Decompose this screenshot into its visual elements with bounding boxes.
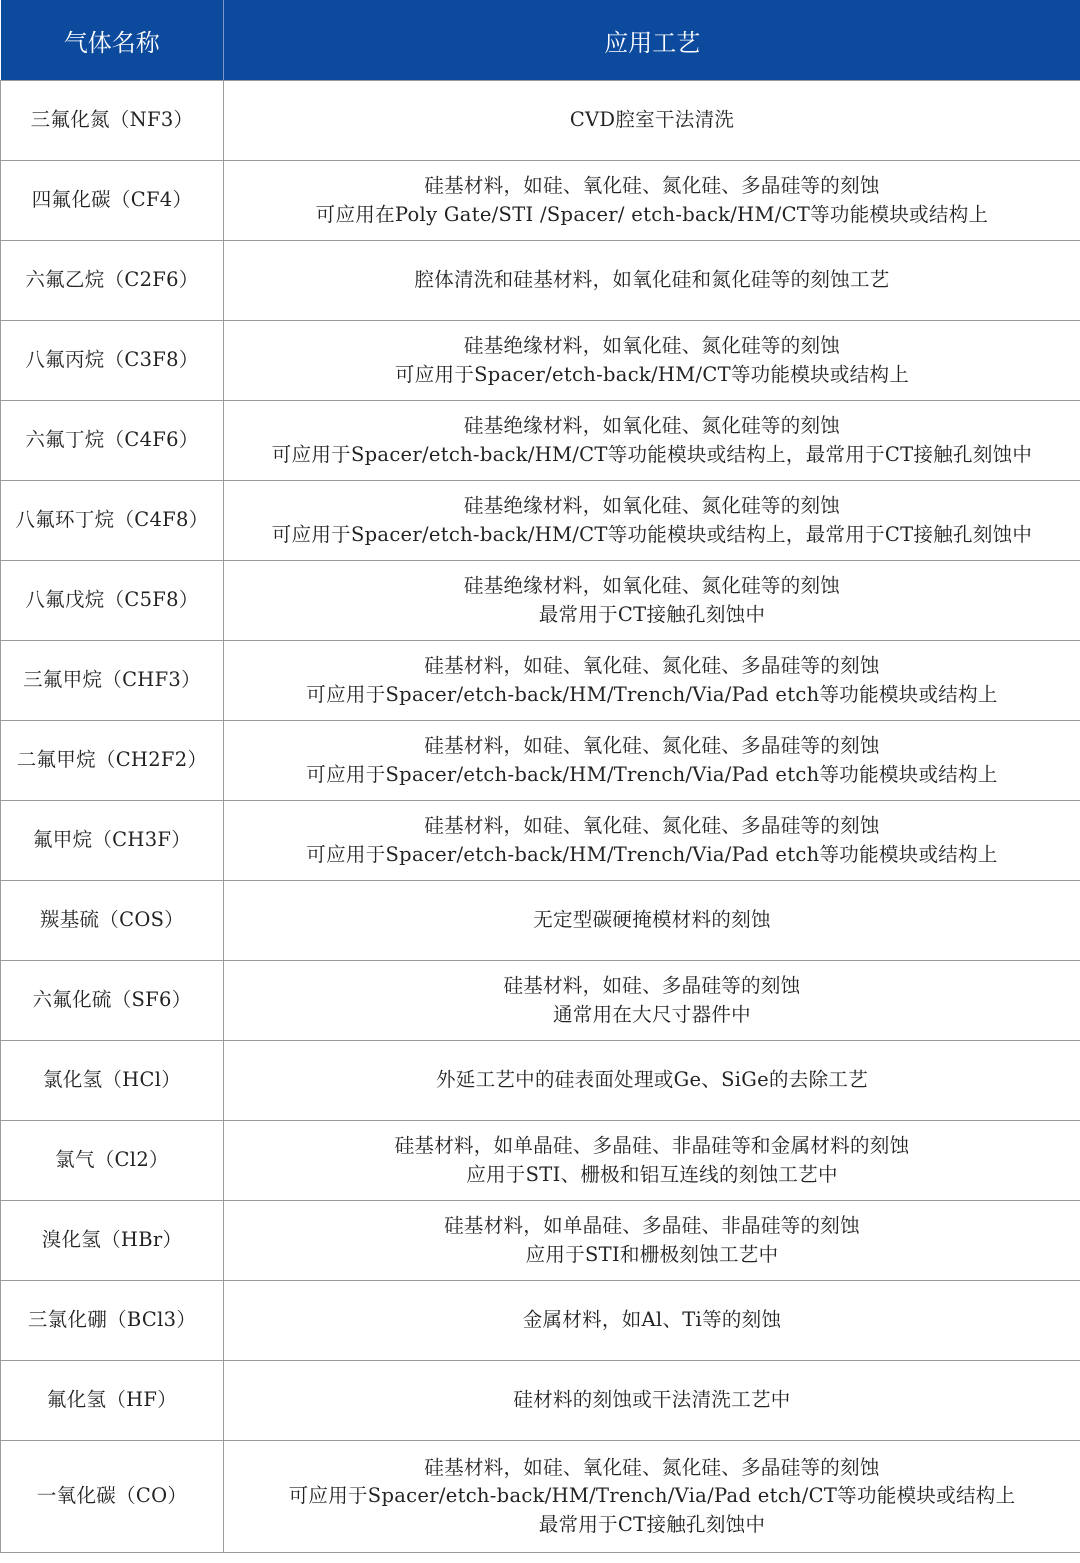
table-row: [1, 561, 1080, 641]
application-line: 最常用于CT接触孔刻蚀中: [538, 1512, 766, 1536]
application-cell: [224, 641, 1080, 721]
gas-name-cell: 氯化氢（HCl）: [1, 1041, 224, 1121]
gas-name-cell: 三氟化氮（NF3）: [1, 81, 224, 161]
table-row: [1, 241, 1080, 321]
table-row: [1, 641, 1080, 721]
application-cell: [224, 1441, 1080, 1553]
gas-name-cell: 三氟甲烷（CHF3）: [1, 641, 224, 721]
application-line: 可应用于Spacer/etch-back/HM/CT等功能模块或结构上，最常用于CT接触孔刻蚀中: [271, 522, 1033, 546]
table-row: [1, 1201, 1080, 1281]
application-cell: [224, 81, 1080, 161]
application-line: 硅基绝缘材料，如氧化硅、氮化硅等的刻蚀: [463, 574, 841, 597]
application-line: 硅基材料，如硅、氧化硅、氮化硅、多晶硅等的刻蚀: [424, 734, 880, 757]
application-line: 腔体清洗和硅基材料，如氧化硅和氮化硅等的刻蚀工艺: [414, 268, 890, 292]
application-line: 最常用于CT接触孔刻蚀中: [538, 602, 766, 626]
application-cell: [224, 881, 1080, 961]
header-row: [1, 0, 1080, 81]
table-row: [1, 481, 1080, 561]
application-line: 硅基材料，如硅、多晶硅等的刻蚀: [503, 974, 801, 997]
gas-name-cell: 二氟甲烷（CH2F2）: [1, 721, 224, 801]
table-row: [1, 1121, 1080, 1201]
application-line: 硅基材料，如硅、氧化硅、氮化硅、多晶硅等的刻蚀: [424, 654, 880, 677]
gas-name-cell: 氟化氢（HF）: [1, 1361, 224, 1441]
application-cell: [224, 1361, 1080, 1441]
gas-name-cell: 六氟丁烷（C4F6）: [1, 401, 224, 481]
application-line: 金属材料，如Al、Ti等的刻蚀: [522, 1308, 782, 1332]
gas-name-cell: 三氯化硼（BCl3）: [1, 1281, 224, 1361]
application-cell: [224, 1121, 1080, 1201]
application-line: 硅基绝缘材料，如氧化硅、氮化硅等的刻蚀: [463, 494, 841, 517]
gas-name-cell: 四氟化碳（CF4）: [1, 161, 224, 241]
table-header: [1, 0, 1080, 81]
application-cell: [224, 401, 1080, 481]
application-cell: [224, 561, 1080, 641]
gas-name-cell: 羰基硫（COS）: [1, 881, 224, 961]
application-line: 可应用于Spacer/etch-back/HM/CT等功能模块或结构上，最常用于CT接触孔刻蚀中: [271, 442, 1033, 466]
application-line: 可应用在Poly Gate/STI /Spacer/ etch-back/HM/CT等功能模块或结构上: [315, 202, 989, 226]
gas-name-cell: 八氟环丁烷（C4F8）: [1, 481, 224, 561]
application-line: 硅材料的刻蚀或干法清洗工艺中: [513, 1388, 791, 1412]
application-cell: [224, 241, 1080, 321]
application-cell: [224, 961, 1080, 1041]
gas-name-cell: 氟甲烷（CH3F）: [1, 801, 224, 881]
application-line: 可应用于Spacer/etch-back/HM/CT等功能模块或结构上: [394, 362, 910, 386]
application-line: 无定型碳硬掩模材料的刻蚀: [533, 908, 771, 932]
application-line: 可应用于Spacer/etch-back/HM/Trench/Via/Pad etch/CT等功能模块或结构上: [288, 1484, 1016, 1508]
application-line: CVD腔室干法清洗: [569, 108, 735, 132]
application-cell: [224, 1201, 1080, 1281]
table-row: [1, 401, 1080, 481]
application-cell: [224, 1281, 1080, 1361]
application-line: 硅基材料，如硅、氧化硅、氮化硅、多晶硅等的刻蚀: [424, 814, 880, 837]
table-row: [1, 801, 1080, 881]
application-line: 硅基材料，如单晶硅、多晶硅、非晶硅等和金属材料的刻蚀: [394, 1134, 910, 1157]
gas-name-cell: 八氟戊烷（C5F8）: [1, 561, 224, 641]
table-row: [1, 961, 1080, 1041]
table-row: [1, 81, 1080, 161]
gas-name-cell: 溴化氢（HBr）: [1, 1201, 224, 1281]
gas-name-cell: 六氟乙烷（C2F6）: [1, 241, 224, 321]
application-line: 硅基材料，如单晶硅、多晶硅、非晶硅等的刻蚀: [444, 1214, 860, 1237]
application-line: 应用于STI和栅极刻蚀工艺中: [525, 1242, 779, 1266]
application-cell: [224, 481, 1080, 561]
header-gas-name: 气体名称: [1, 0, 224, 81]
table-row: [1, 1041, 1080, 1121]
application-line: 可应用于Spacer/etch-back/HM/Trench/Via/Pad etch等功能模块或结构上: [306, 842, 998, 866]
gas-name-cell: 八氟丙烷（C3F8）: [1, 321, 224, 401]
table-row: [1, 881, 1080, 961]
table-row: [1, 161, 1080, 241]
application-line: 通常用在大尺寸器件中: [552, 1002, 751, 1026]
application-cell: [224, 1041, 1080, 1121]
table-row: [1, 721, 1080, 801]
table-row: [1, 321, 1080, 401]
gas-name-cell: 六氟化硫（SF6）: [1, 961, 224, 1041]
application-line: 可应用于Spacer/etch-back/HM/Trench/Via/Pad etch等功能模块或结构上: [306, 682, 998, 706]
gas-name-cell: 氯气（Cl2）: [1, 1121, 224, 1201]
application-line: 硅基绝缘材料，如氧化硅、氮化硅等的刻蚀: [463, 334, 841, 357]
header-application: 应用工艺: [224, 0, 1080, 81]
application-line: 硅基绝缘材料，如氧化硅、氮化硅等的刻蚀: [463, 414, 841, 437]
application-line: 可应用于Spacer/etch-back/HM/Trench/Via/Pad etch等功能模块或结构上: [306, 762, 998, 786]
table-row: [1, 1281, 1080, 1361]
table-row: [1, 1441, 1080, 1553]
application-cell: [224, 801, 1080, 881]
application-line: 应用于STI、栅极和铝互连线的刻蚀工艺中: [466, 1162, 838, 1186]
application-line: 硅基材料，如硅、氧化硅、氮化硅、多晶硅等的刻蚀: [424, 1455, 880, 1479]
gas-name-cell: 一氧化碳（CO）: [1, 1441, 224, 1553]
application-cell: [224, 321, 1080, 401]
table-body: [1, 81, 1080, 1553]
table-row: [1, 1361, 1080, 1441]
application-cell: [224, 161, 1080, 241]
application-cell: [224, 721, 1080, 801]
application-line: 硅基材料，如硅、氧化硅、氮化硅、多晶硅等的刻蚀: [424, 174, 880, 197]
application-line: 外延工艺中的硅表面处理或Ge、SiGe的去除工艺: [435, 1068, 869, 1092]
